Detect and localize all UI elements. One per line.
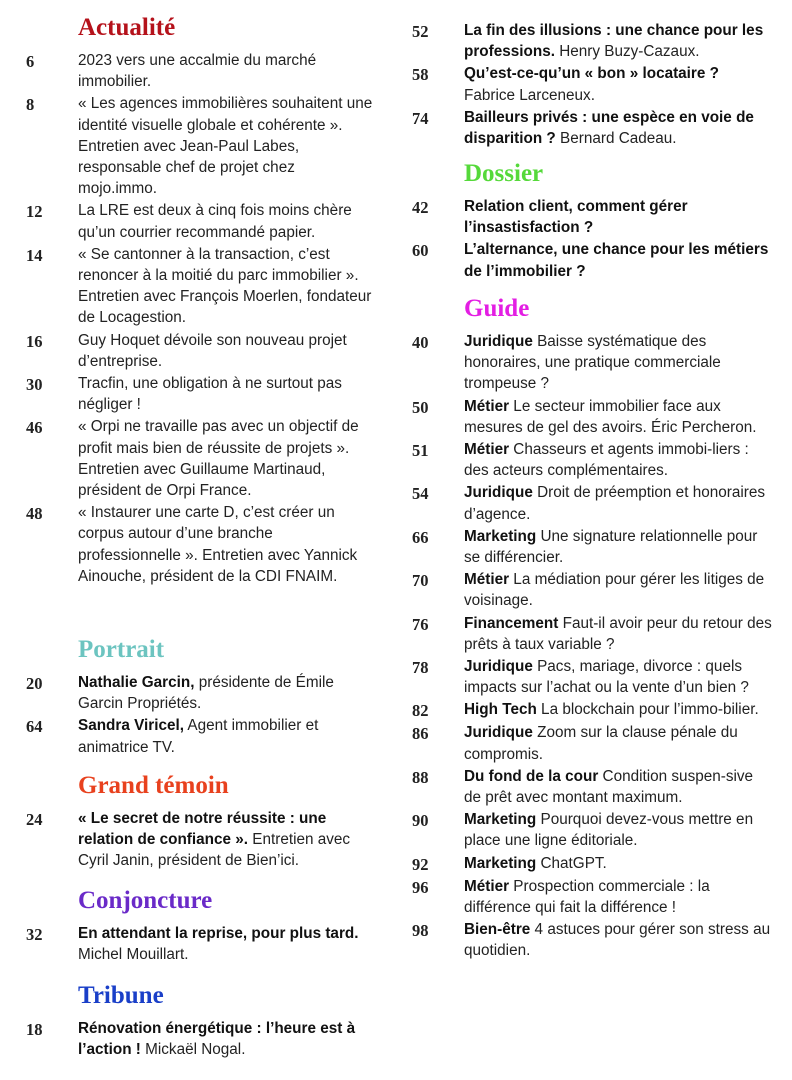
toc-entry <box>412 876 772 918</box>
page-number: 74 <box>412 108 429 128</box>
entry-text <box>464 20 772 62</box>
section-dossier <box>412 160 772 283</box>
section-portrait <box>26 636 374 759</box>
entry-body-text: Guy Hoquet dévoile son nouveau projet d’entreprise. <box>78 331 347 370</box>
entry-bold-text: Rénovation énergétique : l’heure est à l’action ! <box>78 1020 356 1059</box>
page-number: 8 <box>26 95 35 115</box>
entry-body-text: Mickaël Nogal. <box>140 1041 246 1059</box>
page-number: 60 <box>412 241 429 261</box>
entry-bold-text: Nathalie Garcin, <box>78 674 195 691</box>
entry-bold-text: Financement <box>464 614 559 632</box>
page-number: 40 <box>412 333 429 352</box>
entry-body-text: Fabrice Larceneux. <box>464 86 595 104</box>
page-number: 48 <box>26 504 43 524</box>
toc-entry <box>412 809 772 851</box>
entry-text <box>464 526 772 568</box>
page-number: 51 <box>412 441 429 461</box>
toc-entry <box>26 200 374 242</box>
entry-bold-text: Marketing <box>464 854 537 872</box>
entry-bold-text: Juridique <box>464 724 533 742</box>
entry-bold-text: Relation client, comment gérer l’insastisfaction ? <box>464 198 688 237</box>
entry-body-text: Pourquoi devez-vous mettre en place une ligne éditoriale. <box>464 811 754 850</box>
page-number: 52 <box>412 22 429 41</box>
entry-bold-text: Bailleurs privés : une espèce en voie de disparition ? <box>464 108 754 148</box>
entry-text <box>464 239 772 281</box>
page-number: 70 <box>412 571 429 591</box>
entry-text <box>464 482 772 524</box>
section-heading-dossier: Dossier <box>464 160 544 187</box>
entry-text <box>78 244 374 329</box>
entry-text <box>464 63 772 105</box>
entry-list <box>26 50 374 587</box>
toc-entry <box>412 439 772 481</box>
entry-body-text: « Orpi ne travaille pas avec un objectif de profit mais bien de réussite de projets ». Entretien avec Guillaume Martinaud, président de Orpi France. <box>78 418 359 500</box>
entry-list <box>412 331 772 961</box>
section-guide <box>412 295 772 962</box>
section-heading-actualite: Actualité <box>78 14 176 41</box>
toc-entry <box>26 50 374 92</box>
entry-body-text: Agent immobilier et animatrice TV. <box>78 717 319 756</box>
entry-body-text: Droit de préemption et honoraires d’agence. <box>464 484 765 523</box>
page-number: 14 <box>26 245 43 265</box>
entry-bold-text: Métier <box>464 397 510 415</box>
entry-text <box>464 396 772 438</box>
section-heading-grand-temoin: Grand témoin <box>78 772 229 799</box>
section-heading-guide: Guide <box>464 295 530 322</box>
page-number: 42 <box>412 198 429 217</box>
entry-body-text: Pacs, mariage, divorce : quels impacts sur l’achat ou la vente d’un bien ? <box>464 658 749 697</box>
entry-body-text: Tracfin, une obligation à ne surtout pas négliger ! <box>78 375 342 414</box>
page-number: 6 <box>26 52 35 71</box>
entry-list <box>412 20 772 149</box>
page-number: 88 <box>412 767 429 787</box>
entry-body-text: Une signature relationnelle pour se différencier. <box>464 527 758 567</box>
page-number: 96 <box>412 877 429 897</box>
page-number: 30 <box>26 375 43 395</box>
page-number: 20 <box>26 674 43 693</box>
entry-text <box>464 876 772 918</box>
page-number: 32 <box>26 925 43 944</box>
entry-body-text: Prospection commerciale : la différence qui fait la différence ! <box>464 877 710 916</box>
page-number: 78 <box>412 658 429 678</box>
toc-entry <box>412 107 772 149</box>
entry-body-text: Bernard Cadeau. <box>555 130 677 148</box>
section-heading-conjoncture: Conjoncture <box>78 887 213 914</box>
page-number: 50 <box>412 397 429 417</box>
entry-text <box>78 200 374 242</box>
page-number: 54 <box>412 484 429 504</box>
entry-bold-text: Marketing <box>464 527 537 545</box>
entry-text <box>78 93 374 199</box>
toc-entry <box>412 331 772 395</box>
entry-text <box>78 330 374 372</box>
entry-list <box>26 923 374 965</box>
entry-text <box>464 196 772 238</box>
entry-bold-text: Métier <box>464 571 510 589</box>
entry-text <box>464 656 772 698</box>
entry-text <box>464 107 772 149</box>
entry-text <box>78 672 374 714</box>
toc-entry <box>412 699 772 721</box>
entry-body-text: La médiation pour gérer les litiges de voisinage. <box>464 571 765 610</box>
toc-entry <box>412 482 772 524</box>
page-number: 46 <box>26 418 43 438</box>
page-number: 82 <box>412 701 429 721</box>
entry-bold-text: Marketing <box>464 811 537 829</box>
entry-body-text: Entretien avec Cyril Janin, président de Bien’ici. <box>78 831 351 870</box>
entry-list <box>26 808 374 872</box>
page-number: 24 <box>26 810 43 829</box>
entry-body-text: « Instaurer une carte D, c’est créer un corpus autour d’une branche professionnelle ». Entretien avec Yannick Ainouche, président de la CDI FNAIM. <box>78 504 358 585</box>
entry-text <box>464 766 772 808</box>
toc-entry <box>26 373 374 415</box>
page-number: 16 <box>26 331 43 351</box>
entry-bold-text: Juridique <box>464 658 533 676</box>
toc-entry <box>26 330 374 372</box>
page-number: 64 <box>26 717 43 737</box>
entry-bold-text: Bien-être <box>464 921 531 939</box>
entry-bold-text: La fin des illusions : une chance pour les professions. <box>464 22 764 61</box>
entry-body-text: Chasseurs et agents immobi-liers : des acteurs complémentaires. <box>464 441 749 480</box>
entry-bold-text: Juridique <box>464 484 533 502</box>
entry-text <box>464 439 772 481</box>
entry-body-text: « Les agences immobilières souhaitent une identité visuelle globale et cohérente ». Entretien avec Jean-Paul Labes, responsable chef de projet chez mojo.immo. <box>78 95 373 198</box>
section-conjoncture <box>26 887 374 966</box>
page-number: 76 <box>412 614 429 634</box>
toc-entry <box>26 808 374 872</box>
page-number: 90 <box>412 811 429 831</box>
entry-body-text: Michel Mouillart. <box>78 946 189 964</box>
entry-body-text: Le secteur immobilier face aux mesures de gel des avoirs. Éric Percheron. <box>464 397 757 436</box>
entry-body-text: Baisse systématique des honoraires, une pratique commerciale trompeuse ? <box>464 333 721 393</box>
entry-text <box>464 722 772 764</box>
page-number: 92 <box>412 854 429 874</box>
section-continued <box>412 20 772 150</box>
entry-bold-text: « Le secret de notre réussite : une relation de confiance ». <box>78 810 327 849</box>
entry-body-text: ChatGPT. <box>536 854 607 872</box>
section-heading-tribune: Tribune <box>78 982 164 1009</box>
entry-text <box>78 416 374 501</box>
toc-entry <box>412 766 772 808</box>
toc-entry <box>412 569 772 611</box>
toc-entry <box>412 239 772 281</box>
toc-entry <box>26 923 374 965</box>
entry-text <box>78 1018 374 1060</box>
entry-text <box>464 919 772 961</box>
section-tribune <box>26 982 374 1061</box>
entry-text <box>464 699 772 720</box>
toc-entry <box>26 672 374 714</box>
entry-body-text: La blockchain pour l’immo-bilier. <box>536 701 759 719</box>
entry-list <box>412 196 772 282</box>
toc-entry <box>26 93 374 199</box>
entry-body-text: Faut-il avoir peur du retour des prêts à taux variable ? <box>464 614 772 653</box>
entry-text <box>78 808 374 872</box>
toc-entry <box>412 853 772 875</box>
page-number: 98 <box>412 921 429 941</box>
toc-entry <box>412 656 772 698</box>
entry-bold-text: Qu’est-ce-qu’un « bon » locataire ? <box>464 65 719 83</box>
page-number: 18 <box>26 1020 43 1039</box>
entry-bold-text: High Tech <box>464 701 537 719</box>
section-actualite <box>26 14 374 588</box>
entry-list <box>26 672 374 758</box>
toc-entry <box>26 1018 374 1060</box>
toc-entry <box>412 20 772 62</box>
entry-body-text: 2023 vers une accalmie du marché immobilier. <box>78 52 317 91</box>
toc-entry <box>412 722 772 764</box>
entry-body-text: « Se cantonner à la transaction, c’est renoncer à la moitié du parc immobilier ». Entretien avec François Moerlen, fondateur de Locagestion. <box>78 245 372 327</box>
section-heading-portrait: Portrait <box>78 636 165 663</box>
entry-bold-text: L’alternance, une chance pour les métiers de l’immobilier ? <box>464 241 769 280</box>
entry-text <box>78 50 374 92</box>
entry-body-text: La LRE est deux à cinq fois moins chère qu’un courrier recommandé papier. <box>78 202 352 241</box>
entry-body-text: Henry Buzy-Cazaux. <box>554 43 700 61</box>
entry-text <box>78 715 374 757</box>
entry-text <box>464 613 772 655</box>
entry-bold-text: Du fond de la cour <box>464 767 599 785</box>
page-number: 86 <box>412 724 429 744</box>
entry-text <box>464 331 772 395</box>
toc-entry <box>26 416 374 501</box>
toc-entry <box>412 613 772 655</box>
entry-bold-text: Métier <box>464 877 510 895</box>
entry-text <box>464 569 772 611</box>
entry-body-text: Zoom sur la clause pénale du compromis. <box>464 724 738 763</box>
entry-text <box>78 923 374 965</box>
toc-entry <box>412 63 772 105</box>
entry-body-text: 4 astuces pour gérer son stress au quotidien. <box>464 921 771 960</box>
toc-entry <box>412 526 772 568</box>
toc-entry <box>26 715 374 757</box>
entry-text <box>464 853 772 874</box>
entry-text <box>464 809 772 851</box>
entry-bold-text: Métier <box>464 441 510 459</box>
entry-text <box>78 373 374 415</box>
entry-text <box>78 502 374 587</box>
page-number: 66 <box>412 527 429 547</box>
toc-entry <box>412 919 772 961</box>
entry-bold-text: Sandra Viricel, <box>78 717 185 735</box>
page-number: 12 <box>26 202 43 222</box>
page-number: 58 <box>412 65 429 85</box>
entry-bold-text: En attendant la reprise, pour plus tard. <box>78 925 359 942</box>
entry-body-text: présidente de Émile Garcin Propriétés. <box>78 674 334 713</box>
section-grand-temoin <box>26 772 374 873</box>
toc-entry <box>412 196 772 238</box>
toc-entry <box>26 244 374 329</box>
entry-body-text: Condition suspen-sive de prêt avec montant maximum. <box>464 767 754 807</box>
entry-list <box>26 1018 374 1060</box>
toc-entry <box>412 396 772 438</box>
toc-entry <box>26 502 374 587</box>
entry-bold-text: Juridique <box>464 333 533 350</box>
